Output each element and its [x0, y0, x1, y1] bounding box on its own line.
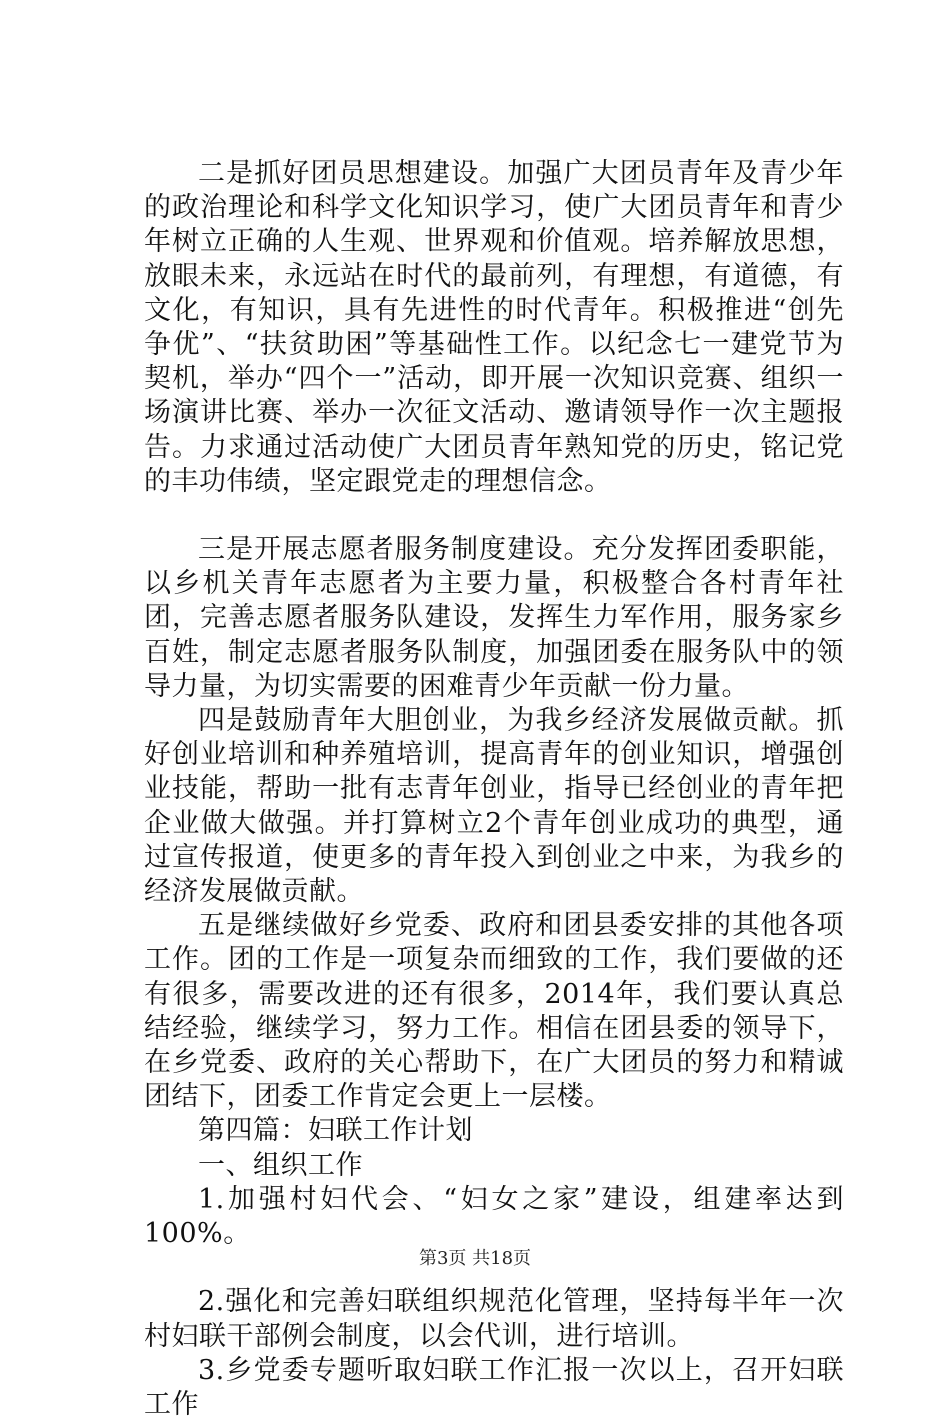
list-item-3: 3.乡党委专题听取妇联工作汇报一次以上，召开妇联工作: [144, 1354, 844, 1420]
document-body: [144, 157, 844, 1422]
paragraph-other-work: 五是继续做好乡党委、政府和团县委安排的其他各项工作。团的工作是一项复杂而细致的工作，我们要做的还有很多，需要改进的还有很多，2014年，我们要认真总结经验，继续学习，努力工作。相信在团县委的领导下，在乡党委、政府的关心帮助下，在广大团员的努力和精诚团结下，团委工作肯定会更上一层楼。: [144, 910, 844, 1113]
paragraph-thought-building: 二是抓好团员思想建设。加强广大团员青年及青少年的政治理论和科学文化知识学习，使广大团员青年和青少年树立正确的人生观、世界观和价值观。培养解放思想，放眼未来，永远站在时代的最前列，有理想，有道德，有文化，有知识，具有先进性的时代青年。积极推进“创先争优”、“扶贫助困”等基础性工作。以纪念七一建党节为契机，举办“四个一”活动，即开展一次知识竞赛、组织一场演讲比赛、举办一次征文活动、邀请领导作一次主题报告。力求通过活动使广大团员青年熟知党的历史，铭记党的丰功伟绩，坚定跟党走的理想信念。: [144, 158, 844, 497]
paragraph-youth-entrepreneurship: 四是鼓励青年大胆创业，为我乡经济发展做贡献。抓好创业培训和种养殖培训，提高青年的创业知识，增强创业技能，帮助一批有志青年创业，指导已经创业的青年把企业做大做强。并打算树立2个青年创业成功的典型，通过宣传报道，使更多的青年投入到创业之中来，为我乡的经济发展做贡献。: [144, 705, 844, 908]
subheading-organization-work: 一、组织工作: [198, 1149, 363, 1181]
list-item-1: 1.加强村妇代会、“妇女之家”建设，组建率达到100%。: [144, 1183, 844, 1250]
paragraph-volunteer-service: 三是开展志愿者服务制度建设。充分发挥团委职能，以乡机关青年志愿者为主要力量，积极整合各村青年社团，完善志愿者服务队建设，发挥生力军作用，服务家乡百姓，制定志愿者服务队制度，加强团委在服务队中的领导力量，为切实需要的困难青少年贡献一份力量。: [144, 534, 844, 702]
section-heading-womens-federation: 第四篇：妇联工作计划: [198, 1115, 473, 1147]
list-item-2: 2.强化和完善妇联组织规范化管理，坚持每半年一次村妇联干部例会制度，以会代训，进行培训。: [144, 1286, 844, 1352]
page-number-footer: 第3页 共18页: [418, 1248, 532, 1269]
